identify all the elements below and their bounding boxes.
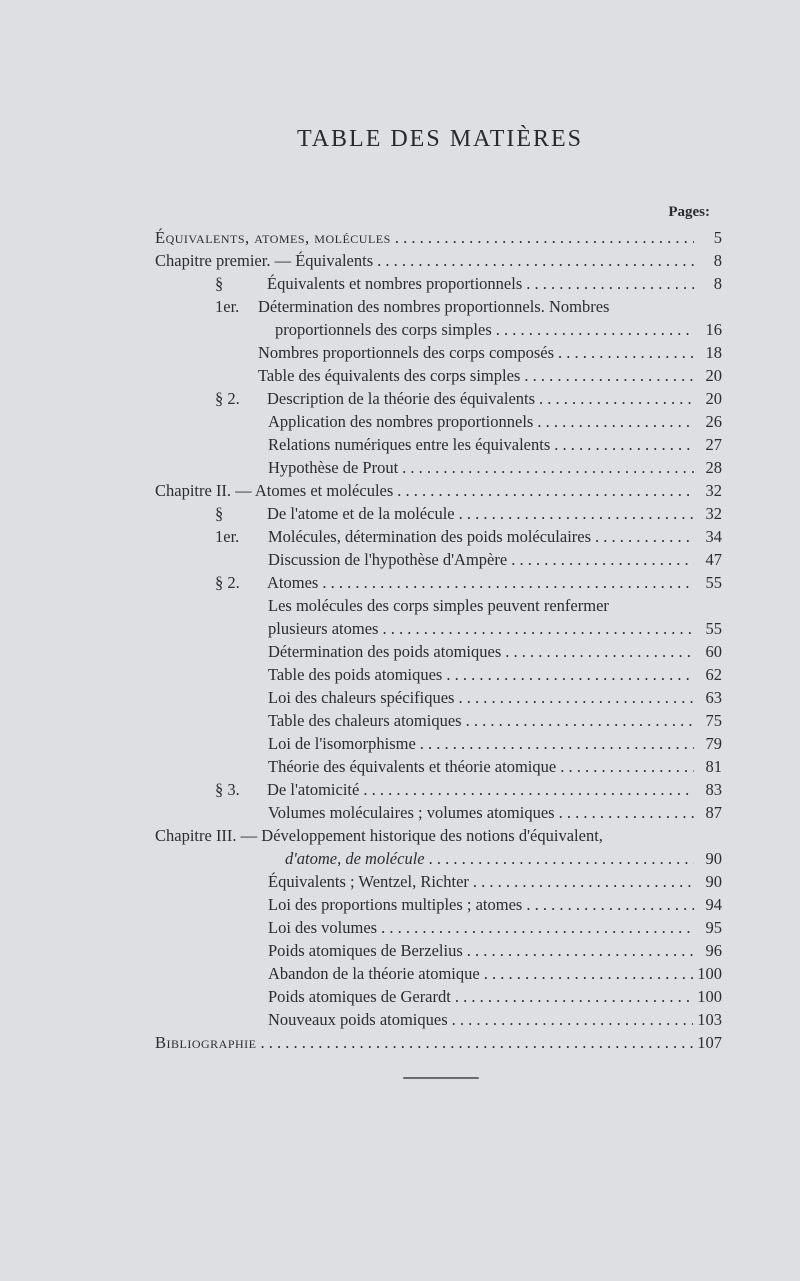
dot-leader bbox=[595, 525, 694, 548]
toc-entry-text: De l'atome et de la molécule bbox=[267, 504, 455, 523]
dot-leader bbox=[446, 663, 694, 686]
toc-entry-text: Hypothèse de Prout bbox=[268, 458, 399, 477]
toc-entry-text: Volumes moléculaires ; volumes atomiques bbox=[268, 803, 555, 822]
toc-entry bbox=[155, 824, 722, 847]
dot-leader bbox=[429, 847, 694, 870]
section-number: § 2. bbox=[215, 573, 240, 592]
dot-leader bbox=[322, 571, 694, 594]
toc-entry bbox=[268, 686, 722, 709]
dot-leader bbox=[261, 1031, 694, 1054]
toc-entry bbox=[268, 410, 722, 433]
toc-entry-text: Molécules, détermination des poids moléculaires bbox=[268, 527, 592, 546]
toc-entry-text: Équivalents et nombres proportionnels bbox=[267, 274, 523, 293]
section-number: § 2. bbox=[215, 389, 240, 408]
toc-entry bbox=[268, 663, 722, 686]
toc-entry bbox=[268, 732, 722, 755]
toc-entry bbox=[268, 870, 722, 893]
pages-column-label: Pages: bbox=[668, 204, 710, 220]
page-number: 60 bbox=[705, 642, 722, 661]
toc-entry bbox=[155, 1031, 722, 1054]
toc-entry-text: Table des poids atomiques bbox=[268, 665, 443, 684]
toc-entry bbox=[155, 226, 722, 249]
page-number: 20 bbox=[705, 366, 722, 385]
page-number: 26 bbox=[705, 412, 722, 431]
toc-entry bbox=[258, 341, 722, 364]
toc-entry-text: Loi de l'isomorphisme bbox=[268, 734, 416, 753]
toc-entry bbox=[275, 318, 722, 341]
page-number: 47 bbox=[705, 550, 722, 569]
page-number: 81 bbox=[705, 757, 722, 776]
dot-leader bbox=[537, 410, 694, 433]
dot-leader bbox=[526, 893, 694, 916]
toc-entry bbox=[215, 387, 722, 410]
page-number: 96 bbox=[705, 941, 722, 960]
toc-entry-text: Abandon de la théorie atomique bbox=[268, 964, 480, 983]
page-number: 8 bbox=[713, 274, 722, 293]
toc-entry-text: Équivalents ; Wentzel, Richter bbox=[268, 872, 469, 891]
page-number: 16 bbox=[705, 320, 722, 339]
toc-entry-text: Application des nombres proportionnels bbox=[268, 412, 534, 431]
toc-entry-text: Atomes bbox=[267, 573, 319, 592]
dot-leader bbox=[458, 686, 694, 709]
section-number: § 3. bbox=[215, 780, 240, 799]
page-number: 107 bbox=[697, 1033, 722, 1052]
toc-entry-text: Équivalents, atomes, molécules bbox=[155, 228, 391, 247]
toc-entry-text: Chapitre III. — Développement historique des notions d'équivalent, bbox=[155, 826, 603, 845]
toc-entry bbox=[268, 893, 722, 916]
toc-entry bbox=[258, 364, 722, 387]
toc-entry-text: Poids atomiques de Berzelius bbox=[268, 941, 463, 960]
toc-entry bbox=[268, 433, 722, 456]
dot-leader bbox=[505, 640, 694, 663]
page-number: 32 bbox=[705, 504, 722, 523]
page-number: 20 bbox=[705, 389, 722, 408]
dot-leader bbox=[559, 801, 694, 824]
page-number: 103 bbox=[697, 1010, 722, 1029]
toc-entry-text: Les molécules des corps simples peuvent renfermer bbox=[268, 596, 609, 615]
dot-leader bbox=[539, 387, 694, 410]
dot-leader bbox=[377, 249, 694, 272]
toc-entry bbox=[155, 479, 722, 502]
toc-entry-text: Chapitre II. — Atomes et molécules bbox=[155, 481, 394, 500]
toc-entry-text: Table des chaleurs atomiques bbox=[268, 711, 462, 730]
page-number: 18 bbox=[705, 343, 722, 362]
toc-entry-text: Table des équivalents des corps simples bbox=[258, 366, 521, 385]
toc-entry bbox=[268, 548, 722, 571]
dot-leader bbox=[560, 755, 694, 778]
toc-entry bbox=[215, 778, 722, 801]
dot-leader bbox=[382, 617, 694, 640]
dot-leader bbox=[363, 778, 694, 801]
dot-leader bbox=[455, 985, 693, 1008]
dot-leader bbox=[402, 456, 694, 479]
toc-entry-text: Bibliographie bbox=[155, 1033, 257, 1052]
toc-entry bbox=[258, 295, 722, 318]
toc-entry bbox=[268, 640, 722, 663]
page-number: 55 bbox=[705, 619, 722, 638]
page-number: 5 bbox=[713, 228, 722, 247]
page-number: 100 bbox=[697, 987, 722, 1006]
page-number: 55 bbox=[705, 573, 722, 592]
toc-entry-text: Détermination des nombres proportionnels. Nombres bbox=[258, 297, 610, 316]
dot-leader bbox=[420, 732, 694, 755]
dot-leader bbox=[466, 709, 694, 732]
page-number: 95 bbox=[705, 918, 722, 937]
page-number: 27 bbox=[705, 435, 722, 454]
dot-leader bbox=[511, 548, 694, 571]
page-number: 75 bbox=[705, 711, 722, 730]
dot-leader bbox=[554, 433, 694, 456]
toc-entry bbox=[268, 801, 722, 824]
dot-leader bbox=[484, 962, 694, 985]
page-title: TABLE DES MATIÈRES bbox=[296, 126, 584, 152]
page-number: 32 bbox=[705, 481, 722, 500]
toc-entry bbox=[268, 962, 722, 985]
toc-entry-text: Relations numériques entre les équivalents bbox=[268, 435, 551, 454]
dot-leader bbox=[459, 502, 694, 525]
toc-entry bbox=[268, 525, 722, 548]
toc-entry-text: Discussion de l'hypothèse d'Ampère bbox=[268, 550, 508, 569]
toc-entry-text: Loi des volumes bbox=[268, 918, 378, 937]
toc-entry-text: Loi des proportions multiples ; atomes bbox=[268, 895, 523, 914]
toc-entry-text: Théorie des équivalents et théorie atomique bbox=[268, 757, 557, 776]
toc-entry-text: De l'atomicité bbox=[267, 780, 360, 799]
toc-entry bbox=[215, 571, 722, 594]
dot-leader bbox=[467, 939, 694, 962]
page-number: 87 bbox=[705, 803, 722, 822]
section-number: § 1er. bbox=[215, 274, 240, 316]
dot-leader bbox=[473, 870, 694, 893]
page-number: 34 bbox=[705, 527, 722, 546]
toc-entry bbox=[268, 939, 722, 962]
page-number: 90 bbox=[705, 849, 722, 868]
page-number: 28 bbox=[705, 458, 722, 477]
toc-entry-text: Chapitre premier. — Équivalents bbox=[155, 251, 374, 270]
page-number: 90 bbox=[705, 872, 722, 891]
page-number: 63 bbox=[705, 688, 722, 707]
dot-leader bbox=[524, 364, 694, 387]
toc-entry bbox=[268, 594, 722, 617]
toc-entry bbox=[268, 755, 722, 778]
page-number: 100 bbox=[697, 964, 722, 983]
page-number: 83 bbox=[705, 780, 722, 799]
dot-leader bbox=[496, 318, 694, 341]
dot-leader bbox=[526, 272, 694, 295]
toc-entry-text: Poids atomiques de Gerardt bbox=[268, 987, 451, 1006]
toc-entry-text: plusieurs atomes bbox=[268, 619, 379, 638]
toc-entry-text: Description de la théorie des équivalents bbox=[267, 389, 536, 408]
toc-entry-text: proportionnels des corps simples bbox=[275, 320, 492, 339]
toc-entry bbox=[155, 249, 722, 272]
toc-entry bbox=[268, 1008, 722, 1031]
toc-entry bbox=[285, 847, 722, 870]
toc-entry-text: Détermination des poids atomiques bbox=[268, 642, 502, 661]
toc-entry bbox=[268, 709, 722, 732]
toc-entry bbox=[268, 617, 722, 640]
section-number: § 1er. bbox=[215, 504, 240, 546]
dot-leader bbox=[558, 341, 694, 364]
dot-leader bbox=[397, 479, 694, 502]
toc-entry-text: d'atome, de molécule bbox=[285, 849, 425, 868]
toc-entry-text: Nombres proportionnels des corps composés bbox=[258, 343, 555, 362]
dot-leader bbox=[452, 1008, 694, 1031]
toc-entry bbox=[268, 456, 722, 479]
page-number: 8 bbox=[713, 251, 722, 270]
page-number: 94 bbox=[705, 895, 722, 914]
dot-leader bbox=[381, 916, 694, 939]
page-number: 62 bbox=[705, 665, 722, 684]
toc-entry-text: Nouveaux poids atomiques bbox=[268, 1010, 448, 1029]
toc-entry-text: Loi des chaleurs spécifiques bbox=[268, 688, 455, 707]
page-number: 79 bbox=[705, 734, 722, 753]
closing-rule bbox=[403, 1077, 479, 1079]
dot-leader bbox=[395, 226, 694, 249]
toc-entry bbox=[268, 985, 722, 1008]
toc-entry bbox=[268, 916, 722, 939]
